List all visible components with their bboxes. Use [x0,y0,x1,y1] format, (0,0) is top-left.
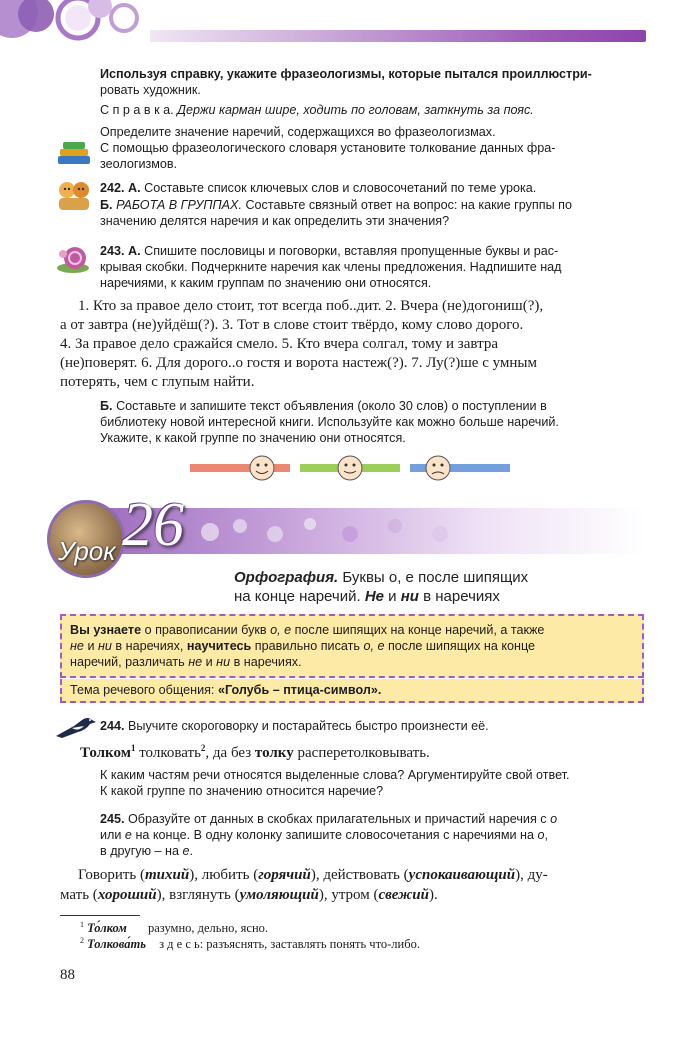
exercise-243-a: крывая скобки. Подчеркните наречия как члены предложения. Надпишите над [100,260,562,274]
page-number: 88 [60,967,75,983]
proverb-line: 4. За правое дело сражайся смело. 5. Кто вчера солгал, тому и завтра [60,336,498,352]
exercise-242-b-cont: значению делятся наречия и как определить эти значения? [100,214,450,228]
lesson-number: 26 [122,491,184,559]
lesson-label: Урок [58,536,116,566]
exercise-245-words: Говорить (тихий), любить (горячий), действовать (успокаивающий), ду- [78,867,548,883]
exercise-244: 244. Выучите скороговорку и постарайтесь быстро произнести её. [100,719,489,733]
dict-line: С помощью фразеологического словаря установите толкование данных фра- [100,141,556,155]
exercise-245: в другую – на е. [100,844,194,858]
books-icon [56,138,94,168]
dict-line: зеологизмов. [100,157,178,171]
top-stripe [150,30,646,42]
goal-line: Вы узнаете о правописании букв о, е после шипящих на конце наречий, а также [70,623,545,637]
exercise-242-a: 242. А. Составьте список ключевых слов и словосочетаний по теме урока. [100,181,537,195]
lesson-title: Орфография. Буквы о, е после шипящих на конце наречий. Не и ни в наречиях [234,569,529,605]
define-line: Определите значение наречий, содержащихся во фразеологизмах. [100,125,496,139]
proverb-line: потерять, чем с глупым найти. [60,374,255,390]
task-line: Используя справку, укажите фразеологизмы, которые пытался проиллюстри- [100,67,592,81]
exercise-245-words: мать (хороший), взглянуть (умоляющий), утром (свежий). [60,887,438,903]
exercise-243-b: Б. Составьте и запишите текст объявления (около 30 слов) о поступлении в [100,399,547,413]
children-group-icon [55,178,93,214]
help-line [100,102,534,118]
exercise-242-b: Б. РАБОТА В ГРУППАХ. Составьте связный ответ на вопрос: на какие группы по [100,198,572,212]
speech-topic-box: Тема речевого общения: «Голубь – птица-символ». [60,679,644,703]
exercise-245: 245. Образуйте от данных в скобках прилагательных и причастий наречия с о [100,812,558,826]
proverb-line: а от завтра (не)уйдёш(?). 3. Тот в слове стоит твёрдо, кому слово дорого. [60,317,524,333]
lesson-goals-box [60,614,644,678]
exercise-243-b: Укажите, к какой группе по значению они относятся. [100,431,406,445]
footnote: $^1$ То́лком разумно, дельно, ясно. [80,920,269,936]
magpie-icon [52,712,98,742]
exercise-243-a: 243. А. Спишите пословицы и поговорки, вставляя пропущенные буквы и рас- [100,244,559,258]
proverb-line: 1. Кто за правое дело стоит, тот всегда поб..дит. 2. Вчера (не)догониш(?), [78,298,544,314]
snail-icon [55,240,93,276]
exercise-243-a: наречиями, к каким группам по значению они относятся. [100,276,432,290]
help-text: Держи карман шире, ходить по головам, заткнуть за пояс. [177,103,534,117]
exercise-245: или е на конце. В одну колонку запишите словосочетания с наречиями на о, [100,828,549,842]
faces-divider [190,454,510,484]
exercise-244-question: К какой группе по значению относится наречие? [100,784,384,798]
proverb-line: (не)поверят. 6. Для дорого..о гостя и ворота настеж(?). 7. Лу(?)ше с умным [60,355,538,371]
footnote: $^2$ Толкова́ть з д е с ь: разъяснять, заставлять понять что-либо. [80,936,420,952]
banner-dots [200,512,480,552]
goal-line: не и ни в наречиях, научитесь правильно писать о, е после шипящих на конце [70,639,536,653]
help-label: С п р а в к а. [100,103,174,117]
footnote-divider [60,915,140,916]
exercise-244-question: К каким частям речи относятся выделенные слова? Аргументируйте свой ответ. [100,768,570,782]
exercise-243-b: библиотеку новой интересной книги. Используйте как можно больше наречий. [100,415,559,429]
tongue-twister: Толком$^1$ толковать$^2$, да без толку расперетолковывать. [80,743,430,761]
task-line: ровать художник. [100,83,201,97]
goal-line: наречий, различать не и ни в наречиях. [70,655,302,669]
